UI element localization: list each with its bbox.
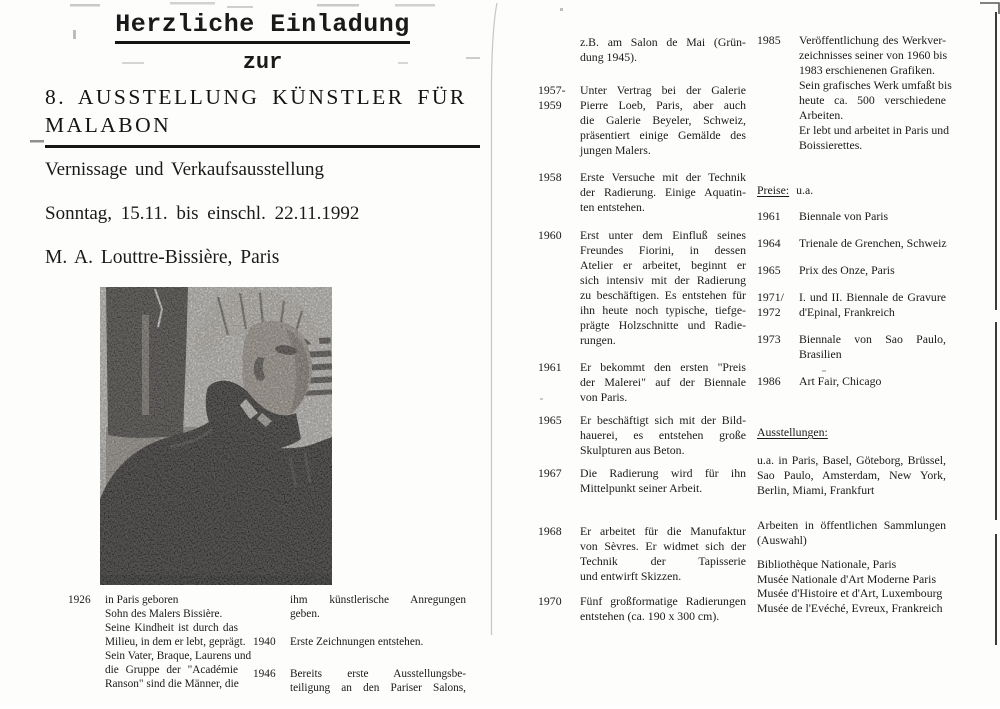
timeline-entry xyxy=(253,635,466,649)
text-line: Fünf großformatige Radierungen xyxy=(580,594,746,608)
timeline-entry xyxy=(757,453,946,498)
invitation-subtitle: zur xyxy=(242,50,283,75)
text-line: Biennale von Sao Paulo, xyxy=(799,332,946,346)
text-line: Art Fair, Chicago xyxy=(799,374,882,388)
entry-year: 1946 xyxy=(253,668,276,680)
text-line: Sein grafisches Werk umfaßt bis xyxy=(799,78,952,92)
text-line: z.B. am Salon de Mai (Grün- xyxy=(580,35,746,49)
text-line: Er lebt und arbeitet in Paris und xyxy=(799,123,950,137)
title-wrap xyxy=(45,10,480,44)
text-line: ihm künstlerische Anregungen xyxy=(290,594,466,606)
text-line: Arbeiten in öffentlichen Sammlungen xyxy=(757,518,946,532)
timeline-entry xyxy=(538,413,746,458)
text-line: Freundes Fiorini, in dessen xyxy=(580,243,746,257)
text-line: Technik der Tapisserie xyxy=(580,554,746,568)
entry-text xyxy=(757,453,946,498)
timeline-entry xyxy=(757,290,946,320)
text-line: Prix des Onze, Paris xyxy=(799,263,895,277)
entry-text xyxy=(799,374,946,389)
preise-list xyxy=(757,209,946,401)
artist-line: M. A. Louttre-Bissière, Paris xyxy=(45,247,280,268)
entry-text xyxy=(580,170,746,215)
entry-year: 1965 xyxy=(757,263,781,277)
entry-year: 1973 xyxy=(757,332,781,346)
text-line: von Sèvres. Er widmet sich der xyxy=(580,539,746,553)
preise-header xyxy=(757,183,946,198)
text-line: ihn heute noch typische, tiefge- xyxy=(580,303,746,317)
invitation-title: Herzliche Einladung xyxy=(115,10,410,44)
entry-text xyxy=(580,524,746,584)
entry-year: 1967 xyxy=(538,466,562,480)
entry-text xyxy=(580,83,746,158)
text-line: u.a. in Paris, Basel, Göteborg, Brüssel, xyxy=(757,453,946,467)
text-line: Brasilien xyxy=(799,347,842,361)
text-line: ten entstehen. xyxy=(580,200,645,214)
text-line: Milieu, in dem er lebt, geprägt. xyxy=(105,636,246,648)
text-line: der Radierung. Einige Aquatin- xyxy=(580,185,746,199)
entry-text xyxy=(105,593,252,691)
text-line: Unter Vertrag bei der Galerie xyxy=(580,83,746,97)
text-line: Arbeiten. xyxy=(799,108,844,122)
text-line: die Galerie Beyeler, Schweiz, xyxy=(580,113,746,127)
vernissage-line: Vernissage und Verkaufsausstellung xyxy=(45,159,324,180)
text-line: heute ca. 500 verschiedene xyxy=(799,93,946,107)
text-line: Boissierettes. xyxy=(799,138,863,152)
exhibition-heading xyxy=(45,83,480,139)
ausstellungen-body xyxy=(757,453,946,498)
timeline-entry xyxy=(538,524,746,584)
text-line: und entwirft Skizzen. xyxy=(580,569,682,583)
entry-year: 1968 xyxy=(538,524,562,538)
entry-text xyxy=(580,228,746,348)
timeline-entry xyxy=(253,667,466,695)
entry-text xyxy=(757,557,946,615)
timeline-entry xyxy=(757,263,946,278)
ausstellungen-label: Ausstellungen: xyxy=(757,425,828,439)
timeline-entry xyxy=(757,236,946,251)
entry-text xyxy=(799,332,946,362)
text-line: rungen. xyxy=(580,333,616,347)
text-line: sich intensiv mit der Radierung xyxy=(580,273,746,287)
date-line: Sonntag, 15.11. bis einschl. 22.11.1992 xyxy=(45,203,360,224)
corner-mark xyxy=(980,3,999,14)
entry-year: 1926 xyxy=(68,594,91,606)
text-line: in Paris geboren xyxy=(105,594,179,606)
timeline-entry xyxy=(757,332,946,362)
horizontal-rule xyxy=(45,145,480,148)
bio-column-left xyxy=(68,593,252,691)
exhibition-heading-line1: 8. AUSSTELLUNG KÜNSTLER FÜR xyxy=(45,85,467,109)
timeline-entry xyxy=(538,228,746,348)
text-line: jungen Malers. xyxy=(580,143,651,157)
timeline-entry xyxy=(757,557,946,615)
portrait-photo-graphic xyxy=(100,287,332,585)
ausstellungen-header xyxy=(757,425,946,440)
text-line: Er bekommt den ersten "Preis xyxy=(580,360,746,374)
entry-text xyxy=(290,667,466,695)
entry-year: 1964 xyxy=(757,236,781,250)
page-left xyxy=(45,0,480,694)
text-line: I. und II. Biennale de Gravure xyxy=(799,290,946,304)
text-line: Musée de l'Evéché, Evreux, Frankreich xyxy=(757,600,943,615)
entry-text xyxy=(580,413,746,458)
text-line: Sein Vater, Braque, Laurens und xyxy=(105,650,252,662)
entry-text xyxy=(799,236,946,251)
text-line: Seine Kindheit ist durch das xyxy=(105,622,238,634)
text-line: Erste Versuche mit der Technik xyxy=(580,170,746,184)
timeline-entry xyxy=(68,593,252,691)
entry-year: 1960 xyxy=(538,228,562,242)
timeline-entry xyxy=(538,83,746,158)
text-line: die Gruppe der "Académie xyxy=(105,664,238,676)
text-line: d'Epinal, Frankreich xyxy=(799,305,895,319)
entry-text xyxy=(580,35,746,65)
text-line: 1983 erschienenen Grafiken. xyxy=(799,63,935,77)
text-line: Er beschäftigt sich mit der Bild- xyxy=(580,413,746,427)
preise-label: Preise: xyxy=(757,183,790,197)
entry-year: 1958 xyxy=(538,170,562,184)
entry-text xyxy=(580,466,746,496)
timeline-entry xyxy=(538,594,746,624)
text-line: Er arbeitet für die Manufaktur xyxy=(580,524,746,538)
museums-list xyxy=(757,557,946,615)
text-line: zeichnisses seiner von 1960 bis xyxy=(799,48,948,62)
text-line: Musée d'Histoire et d'Art, Luxembourg xyxy=(757,586,943,600)
text-line: Sohn des Malers Bissière. xyxy=(105,608,223,620)
text-line: zu beschäftigen. Es entstehen für xyxy=(580,288,746,302)
text-line: Erste Zeichnungen entstehen. xyxy=(290,636,424,648)
text-line: Atelier er arbeitet, beginnt er xyxy=(580,258,746,272)
timeline-entry xyxy=(757,518,946,548)
text-line: Ranson" sind die Männer, die xyxy=(105,678,239,690)
text-line: teiligung an den Pariser Salons, xyxy=(290,682,466,694)
entry-1985-section xyxy=(757,33,952,153)
text-line: Mittelpunkt seiner Arbeit. xyxy=(580,481,703,495)
entry-year: 1940 xyxy=(253,636,276,648)
timeline-column-1 xyxy=(538,35,746,636)
entry-year: 1986 xyxy=(757,374,781,388)
text-line: Bereits erste Ausstellungsbe- xyxy=(290,668,466,680)
entry-year: 1965 xyxy=(538,413,562,427)
text-line: Bibliothèque Nationale, Paris xyxy=(757,557,897,571)
text-line: entstehen (ca. 190 x 300 cm). xyxy=(580,609,720,623)
timeline-entry xyxy=(538,466,746,496)
bio-column-right xyxy=(253,593,466,709)
text-line: hauerei, es entstehen große xyxy=(580,428,746,442)
timeline-entry xyxy=(757,374,946,389)
text-line: Trienale de Grenchen, Schweiz xyxy=(799,236,947,250)
timeline-entry xyxy=(253,593,466,621)
text-line: Veröffentlichung des Werkver- xyxy=(799,33,946,47)
text-line: der Malerei" auf der Biennale xyxy=(580,375,746,389)
entry-text xyxy=(757,518,946,548)
entry-year: 1970 xyxy=(538,594,562,608)
text-line: von Paris. xyxy=(580,390,628,404)
text-line: Sao Paulo, Amsterdam, New York, xyxy=(757,468,946,482)
entry-text xyxy=(580,594,746,624)
text-line: Die Radierung wird für ihn xyxy=(580,466,746,480)
timeline-entry xyxy=(757,209,946,224)
preise-suffix: u.a. xyxy=(796,183,814,197)
entry-year: 1957- 1959 xyxy=(538,83,566,112)
text-line: prägte Holzschnitte und Radie- xyxy=(580,318,746,332)
text-line: dung 1945). xyxy=(580,50,638,64)
text-line: Berlin, Miami, Frankfurt xyxy=(757,483,875,497)
timeline-entry xyxy=(757,33,952,153)
text-line: Musée Nationale d'Art Moderne Paris xyxy=(757,571,937,586)
entry-year: 1971/ 1972 xyxy=(757,290,784,319)
entry-text xyxy=(799,209,946,224)
text-line: (Auswahl) xyxy=(757,533,807,547)
text-line: Biennale von Paris xyxy=(799,209,889,223)
text-line: Erst unter dem Einfluß seines xyxy=(580,228,746,242)
text-line: Skulpturen aus Beton. xyxy=(580,443,685,457)
entry-text xyxy=(290,593,466,621)
entry-year: 1985 xyxy=(757,33,781,47)
text-line: präsentiert einige Gemälde des xyxy=(580,128,746,142)
sammlungen-note xyxy=(757,518,946,548)
entry-year: 1961 xyxy=(538,360,562,374)
text-line: Pierre Loeb, Paris, aber auch xyxy=(580,98,746,112)
portrait-photo xyxy=(100,287,332,585)
timeline-entry xyxy=(538,360,746,405)
entry-text xyxy=(799,33,952,153)
entry-text xyxy=(799,290,946,320)
entry-text xyxy=(290,635,466,649)
entry-text xyxy=(580,360,746,405)
text-line: geben. xyxy=(290,608,320,620)
timeline-entry xyxy=(538,170,746,215)
timeline-entry xyxy=(538,35,746,65)
exhibition-heading-line2: MALABON xyxy=(45,113,172,137)
entry-year: 1961 xyxy=(757,209,781,223)
entry-text xyxy=(799,263,946,278)
page-fold-line xyxy=(492,3,498,635)
